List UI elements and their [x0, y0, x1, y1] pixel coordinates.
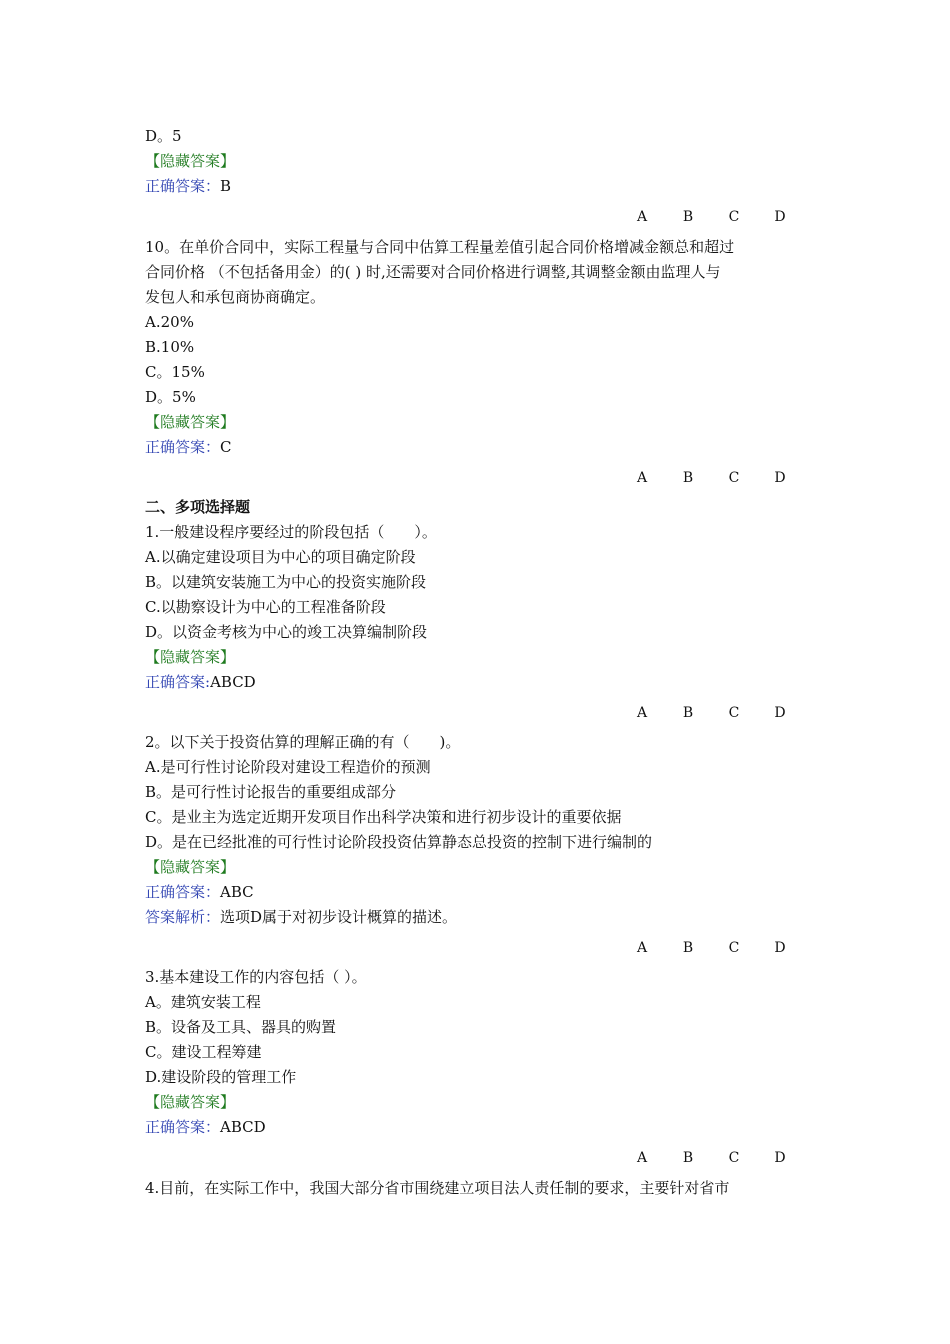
option-line: A.是可行性讨论阶段对建设工程造价的预测 — [145, 758, 431, 776]
option-a[interactable]: A — [636, 209, 648, 225]
option-line: A。建筑安装工程 — [145, 993, 261, 1011]
hidden-answer-toggle[interactable]: 【隐藏答案】 — [145, 648, 236, 666]
option-line: C。15% — [145, 363, 205, 381]
option-line: D。5 — [145, 127, 182, 145]
correct-answer: 正确答案:ABCD — [145, 673, 256, 691]
option-line: B.10% — [145, 338, 195, 356]
option-c[interactable]: C — [728, 705, 740, 721]
option-line: D。以资金考核为中心的竣工决算编制阶段 — [145, 623, 428, 641]
option-line: B。以建筑安装施工为中心的投资实施阶段 — [145, 573, 427, 591]
option-line: D。是在已经批准的可行性讨论阶段投资估算静态总投资的控制下进行编制的 — [145, 833, 653, 851]
hidden-answer-toggle[interactable]: 【隐藏答案】 — [145, 413, 236, 431]
option-c[interactable]: C — [728, 940, 740, 956]
hidden-answer-toggle[interactable]: 【隐藏答案】 — [145, 858, 236, 876]
option-c[interactable]: C — [728, 1150, 740, 1166]
question-text: 2。以下关于投资估算的理解正确的有（ )。 — [145, 733, 461, 751]
option-line: D.建设阶段的管理工作 — [145, 1068, 297, 1086]
question-text: 4.目前，在实际工作中，我国大部分省市围绕建立项目法人责任制的要求，主要针对省市 — [145, 1179, 730, 1197]
option-a[interactable]: A — [636, 940, 648, 956]
answer-explanation: 答案解析：选项D属于对初步设计概算的描述。 — [145, 908, 458, 926]
hidden-answer-toggle[interactable]: 【隐藏答案】 — [145, 152, 236, 170]
option-line: A.以确定建设项目为中心的项目确定阶段 — [145, 548, 416, 566]
option-d[interactable]: D — [774, 705, 786, 721]
option-b[interactable]: B — [682, 470, 694, 486]
answer-options — [636, 468, 786, 488]
option-line: C。是业主为选定近期开发项目作出科学决策和进行初步设计的重要依据 — [145, 808, 622, 826]
option-c[interactable]: C — [728, 209, 740, 225]
question-text: 合同价格 （不包括备用金）的( ) 时,还需要对合同价格进行调整,其调整金额由监理人与 — [145, 263, 721, 281]
correct-answer: 正确答案：B — [145, 177, 232, 195]
option-d[interactable]: D — [774, 470, 786, 486]
question-text: 1.一般建设程序要经过的阶段包括（ ）。 — [145, 523, 437, 541]
option-a[interactable]: A — [636, 1150, 648, 1166]
option-line: B。是可行性讨论报告的重要组成部分 — [145, 783, 397, 801]
option-a[interactable]: A — [636, 470, 648, 486]
answer-options — [636, 703, 786, 723]
option-line: B。设备及工具、器具的购置 — [145, 1018, 337, 1036]
option-line: C.以勘察设计为中心的工程准备阶段 — [145, 598, 386, 616]
question-text: 发包人和承包商协商确定。 — [145, 288, 326, 306]
answer-options — [636, 938, 786, 958]
option-c[interactable]: C — [728, 470, 740, 486]
question-text: 3.基本建设工作的内容包括（ ）。 — [145, 968, 367, 986]
option-line: D。5% — [145, 388, 196, 406]
question-text: 10。在单价合同中，实际工程量与合同中估算工程量差值引起合同价格增减金额总和超过 — [145, 238, 735, 256]
answer-options — [636, 207, 786, 227]
correct-answer: 正确答案：C — [145, 438, 232, 456]
option-d[interactable]: D — [774, 209, 786, 225]
option-b[interactable]: B — [682, 209, 694, 225]
option-line: C。建设工程筹建 — [145, 1043, 262, 1061]
correct-answer: 正确答案：ABCD — [145, 1118, 266, 1136]
option-b[interactable]: B — [682, 1150, 694, 1166]
section-heading: 二、多项选择题 — [145, 498, 251, 516]
correct-answer: 正确答案：ABC — [145, 883, 254, 901]
hidden-answer-toggle[interactable]: 【隐藏答案】 — [145, 1093, 236, 1111]
option-b[interactable]: B — [682, 705, 694, 721]
option-d[interactable]: D — [774, 940, 786, 956]
option-d[interactable]: D — [774, 1150, 786, 1166]
answer-options — [636, 1148, 786, 1168]
option-b[interactable]: B — [682, 940, 694, 956]
option-a[interactable]: A — [636, 705, 648, 721]
option-line: A.20% — [145, 313, 194, 331]
